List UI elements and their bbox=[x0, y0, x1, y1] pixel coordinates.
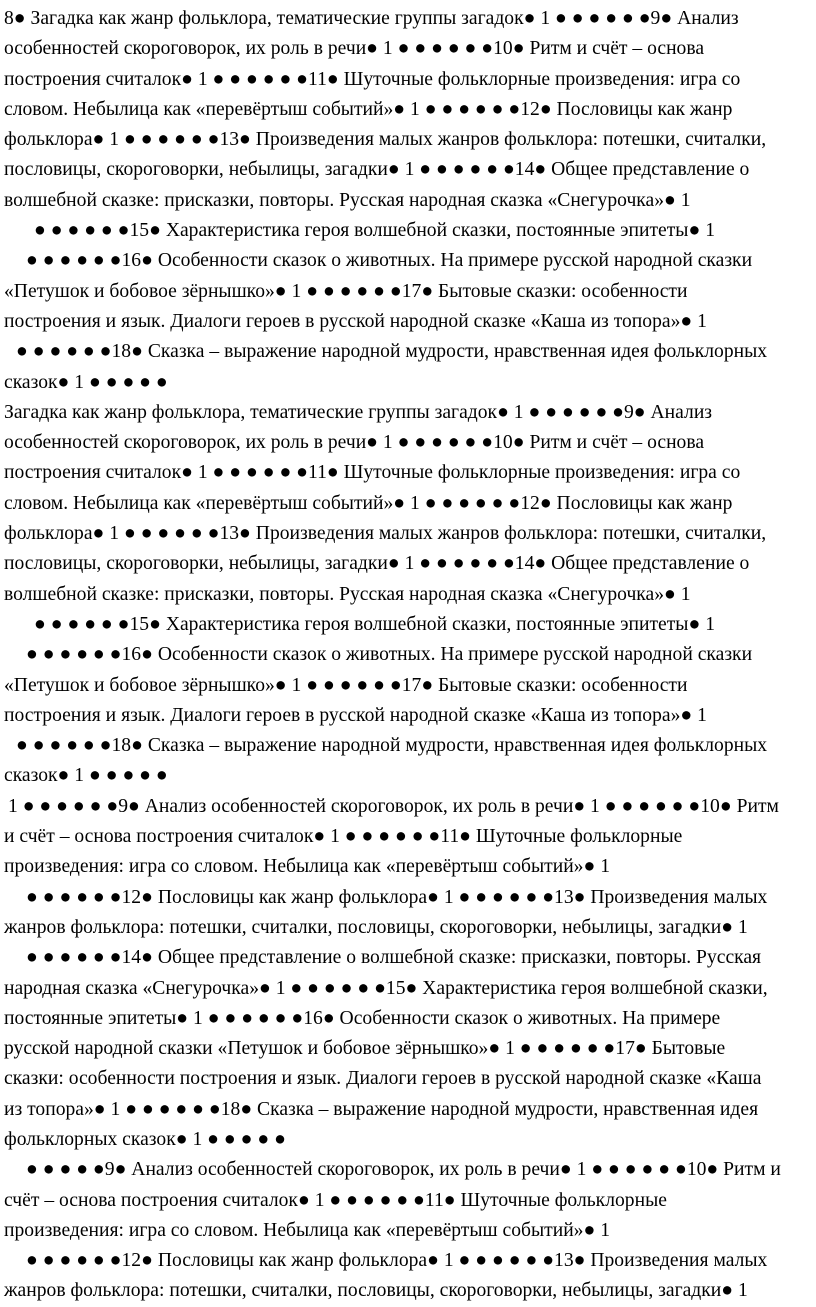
text-line: пословицы, скороговорки, небылицы, загадки● 1 ● ● ● ● ● ●14● Общее представление о bbox=[4, 553, 750, 575]
text-line: сказок● 1 ● ● ● ● ● bbox=[4, 765, 168, 787]
text-line: 1 ● ● ● ● ● ●9● Анализ особенностей скороговорок, их роль в речи● 1 ● ● ● ● ● ●10● Ритм bbox=[8, 795, 779, 817]
text-line: из топора»● 1 ● ● ● ● ● ●18● Сказка – выражение народной мудрости, нравственная идея bbox=[4, 1098, 759, 1120]
text-line: особенностей скороговорок, их роль в речи● 1 ● ● ● ● ● ●10● Ритм и счёт – основа bbox=[4, 38, 705, 60]
text-line: построения считалок● 1 ● ● ● ● ● ●11● Шуточные фольклорные произведения: игра со bbox=[4, 68, 741, 90]
text-line: ● ● ● ● ● ●18● Сказка – выражение народной мудрости, нравственная идея фольклорных bbox=[16, 735, 768, 757]
text-line: ● ● ● ● ● ●12● Пословицы как жанр фольклора● 1 ● ● ● ● ● ●13● Произведения малых bbox=[26, 886, 768, 908]
text-line: пословицы, скороговорки, небылицы, загадки● 1 ● ● ● ● ● ●14● Общее представление о bbox=[4, 159, 750, 181]
text-line: произведения: игра со словом. Небылица как «перевёртыш событий»● 1 bbox=[4, 1219, 611, 1241]
text-line: ● ● ● ● ● ●15● Характеристика героя волшебной сказки, постоянные эпитеты● 1 bbox=[34, 613, 715, 635]
text-line: «Петушок и бобовое зёрнышко»● 1 ● ● ● ● ● ●17● Бытовые сказки: особенности bbox=[4, 674, 688, 696]
text-line: словом. Небылица как «перевёртыш событий»● 1 ● ● ● ● ● ●12● Пословицы как жанр bbox=[4, 492, 733, 514]
text-line: произведения: игра со словом. Небылица как «перевёртыш событий»● 1 bbox=[4, 856, 611, 878]
text-line: сказок● 1 ● ● ● ● ● bbox=[4, 371, 168, 393]
text-line: фольклорных сказок● 1 ● ● ● ● ● bbox=[4, 1128, 286, 1150]
text-line: постоянные эпитеты● 1 ● ● ● ● ● ●16● Особенности сказок о животных. На примере bbox=[4, 1007, 721, 1029]
text-line: жанров фольклора: потешки, считалки, пословицы, скороговорки, небылицы, загадки● 1 bbox=[4, 1280, 748, 1302]
text-line: ● ● ● ● ● ●16● Особенности сказок о животных. На примере русской народной сказки bbox=[26, 644, 753, 666]
text-line: словом. Небылица как «перевёртыш событий»● 1 ● ● ● ● ● ●12● Пословицы как жанр bbox=[4, 98, 733, 120]
text-line: 8● Загадка как жанр фольклора, тематические группы загадок● 1 ● ● ● ● ● ●9● Анализ bbox=[4, 8, 739, 29]
text-line: волшебной сказке: присказки, повторы. Русская народная сказка «Снегурочка»● 1 bbox=[4, 189, 691, 211]
text-line: счёт – основа построения считалок● 1 ● ● ● ● ● ●11● Шуточные фольклорные bbox=[4, 1189, 667, 1211]
text-line: построения и язык. Диалоги героев в русской народной сказке «Каша из топора»● 1 bbox=[4, 704, 707, 726]
text-line: и счёт – основа построения считалок● 1 ● ● ● ● ● ●11● Шуточные фольклорные bbox=[4, 826, 683, 848]
text-line: русской народной сказки «Петушок и бобовое зёрнышко»● 1 ● ● ● ● ● ●17● Бытовые bbox=[4, 1038, 726, 1060]
text-line: ● ● ● ● ● ●16● Особенности сказок о животных. На примере русской народной сказки bbox=[26, 250, 753, 272]
text-line: фольклора● 1 ● ● ● ● ● ●13● Произведения малых жанров фольклора: потешки, считалки, bbox=[4, 523, 767, 545]
text-line: Загадка как жанр фольклора, тематические группы загадок● 1 ● ● ● ● ● ●9● Анализ bbox=[4, 401, 713, 423]
text-line: фольклора● 1 ● ● ● ● ● ●13● Произведения малых жанров фольклора: потешки, считалки, bbox=[4, 129, 767, 151]
text-line: ● ● ● ● ● ●12● Пословицы как жанр фольклора● 1 ● ● ● ● ● ●13● Произведения малых bbox=[26, 1250, 768, 1272]
text-line: ● ● ● ● ● ●18● Сказка – выражение народной мудрости, нравственная идея фольклорных bbox=[16, 341, 768, 363]
text-line: жанров фольклора: потешки, считалки, пословицы, скороговорки, небылицы, загадки● 1 bbox=[4, 916, 748, 938]
text-line: волшебной сказке: присказки, повторы. Русская народная сказка «Снегурочка»● 1 bbox=[4, 583, 691, 605]
text-line: ● ● ● ● ● ●15● Характеристика героя волшебной сказки, постоянные эпитеты● 1 bbox=[34, 220, 715, 242]
text-line: ● ● ● ● ●9● Анализ особенностей скороговорок, их роль в речи● 1 ● ● ● ● ● ●10● Ритм и bbox=[26, 1159, 781, 1181]
text-line: народная сказка «Снегурочка»● 1 ● ● ● ● ● ●15● Характеристика героя волшебной сказки, bbox=[4, 977, 768, 999]
text-line: построения и язык. Диалоги героев в русской народной сказке «Каша из топора»● 1 bbox=[4, 310, 707, 332]
text-line: ● ● ● ● ● ●14● Общее представление о волшебной сказке: присказки, повторы. Русская bbox=[26, 947, 762, 969]
text-line: «Петушок и бобовое зёрнышко»● 1 ● ● ● ● ● ●17● Бытовые сказки: особенности bbox=[4, 280, 688, 302]
text-line: построения считалок● 1 ● ● ● ● ● ●11● Шуточные фольклорные произведения: игра со bbox=[4, 462, 741, 484]
text-line: особенностей скороговорок, их роль в речи● 1 ● ● ● ● ● ●10● Ритм и счёт – основа bbox=[4, 432, 705, 454]
text-line: сказки: особенности построения и язык. Диалоги героев в русской народной сказке «Каша bbox=[4, 1068, 762, 1090]
